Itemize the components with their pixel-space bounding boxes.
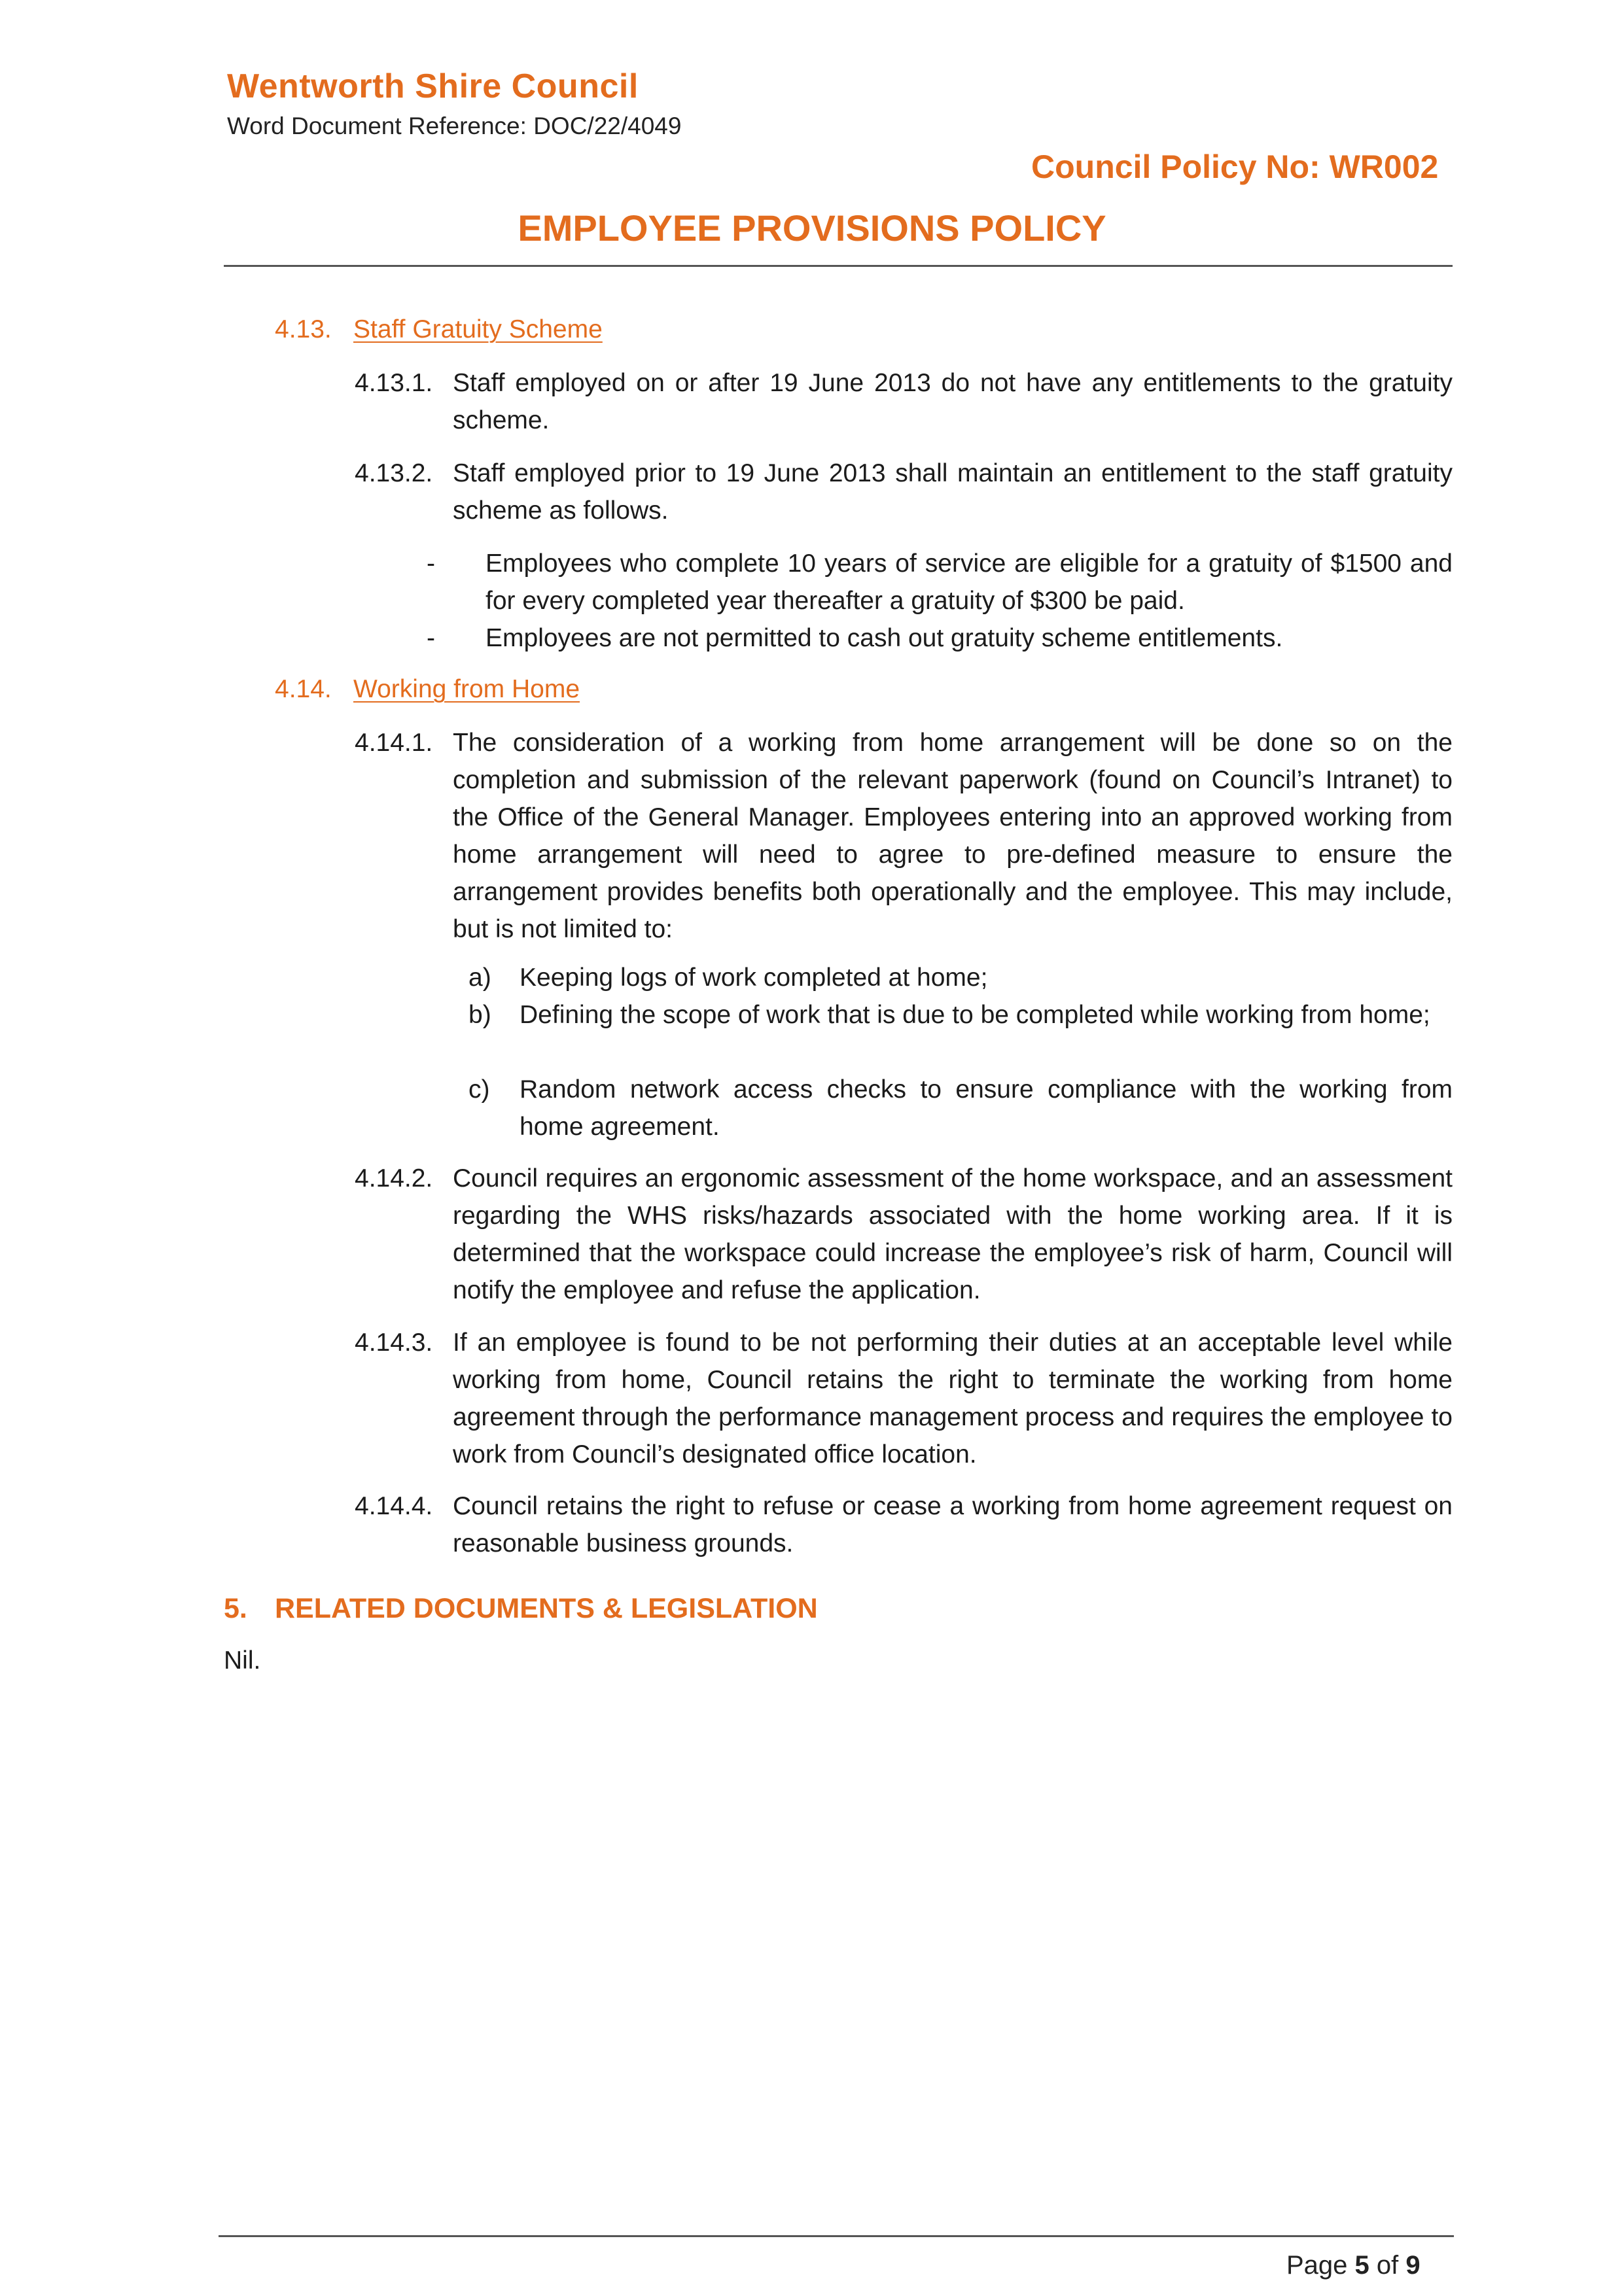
subsection-title: Working from Home: [353, 675, 580, 703]
policy-number: Council Policy No: WR002: [1031, 148, 1439, 185]
list-item-a: [468, 959, 1453, 996]
clause-number: 4.14.2.: [355, 1164, 433, 1192]
list-text: Keeping logs of work completed at home;: [520, 964, 988, 992]
clause-number: 4.14.1.: [355, 729, 433, 757]
organisation-name: Wentworth Shire Council: [227, 67, 639, 105]
list-marker: a): [468, 964, 491, 992]
list-text: Random network access checks to ensure compliance with the working from home agreement.: [520, 1075, 1453, 1141]
clause-text: If an employee is found to be not performing their duties at an acceptable level while working from home, Council retains the right to terminate the working from home agreement through the performance management process and requires the employee to work from Council’s designated office location.: [453, 1329, 1453, 1469]
list-item-b: [468, 996, 1453, 1034]
section-5-body: Nil.: [224, 1646, 261, 1675]
subsection-number: 4.13.: [275, 315, 332, 343]
list-marker: c): [468, 1075, 490, 1104]
bullet-item: [427, 619, 1453, 657]
clause-text: Staff employed on or after 19 June 2013 do not have any entitlements to the gratuity scheme.: [453, 369, 1453, 434]
footer-divider: [219, 2235, 1454, 2237]
page-number: [1286, 2251, 1421, 2280]
policy-title: EMPLOYEE PROVISIONS POLICY: [518, 207, 1106, 249]
page-of: of: [1376, 2251, 1399, 2280]
bullet-text: Employees who complete 10 years of service are eligible for a gratuity of $1500 and for every completed year thereafter a gratuity of $300 be paid.: [485, 549, 1453, 615]
bullet-text: Employees are not permitted to cash out gratuity scheme entitlements.: [485, 624, 1283, 652]
clause-4-14-4: [355, 1487, 1453, 1562]
clause-number: 4.14.3.: [355, 1329, 433, 1357]
clause-text: Council retains the right to refuse or cease a working from home agreement request on reasonable business grounds.: [453, 1492, 1453, 1557]
page-label: Page: [1286, 2251, 1348, 2280]
subsection-title: Staff Gratuity Scheme: [353, 315, 603, 343]
clause-4-14-2: [355, 1160, 1453, 1309]
clause-4-13-2: [355, 455, 1453, 529]
page-total: 9: [1405, 2251, 1421, 2280]
subsection-heading-4-13: [275, 311, 603, 348]
header-divider: [224, 265, 1453, 267]
clause-number: 4.13.2.: [355, 459, 433, 487]
clause-number: 4.14.4.: [355, 1492, 433, 1520]
bullet-mark: -: [427, 624, 435, 652]
bullet-mark: -: [427, 549, 435, 578]
clause-text: Staff employed prior to 19 June 2013 shall maintain an entitlement to the staff gratuity scheme as follows.: [453, 459, 1453, 525]
list-item-c: [468, 1071, 1453, 1145]
list-text: Defining the scope of work that is due to be completed while working from home;: [520, 1001, 1430, 1029]
clause-number: 4.13.1.: [355, 369, 433, 397]
clause-text: Council requires an ergonomic assessment of the home workspace, and an assessment regarding the WHS risks/hazards associated with the home working area. If it is determined that the workspace could increase the employee’s risk of harm, Council will notify the employee and refuse the application.: [453, 1164, 1453, 1304]
list-marker: b): [468, 1001, 491, 1029]
subsection-heading-4-14: [275, 670, 580, 708]
section-heading-5: [224, 1593, 818, 1625]
clause-4-14-1: [355, 724, 1453, 948]
section-title: RELATED DOCUMENTS & LEGISLATION: [275, 1593, 818, 1624]
bullet-item: [427, 545, 1453, 619]
clause-text: The consideration of a working from home arrangement will be done so on the completion and submission of the relevant paperwork (found on Council’s Intranet) to the Office of the General Manager. Employees entering into an approved working from home arrangement will need to agree to pre-defined measure to ensure the arrangement provides benefits both operationally and the employee. This may include, but is not limited to:: [453, 729, 1453, 943]
subsection-number: 4.14.: [275, 675, 332, 703]
page-current: 5: [1354, 2251, 1369, 2280]
clause-4-14-3: [355, 1324, 1453, 1473]
clause-4-13-1: [355, 364, 1453, 439]
document-reference: Word Document Reference: DOC/22/4049: [227, 113, 682, 139]
section-number: 5.: [224, 1593, 247, 1624]
